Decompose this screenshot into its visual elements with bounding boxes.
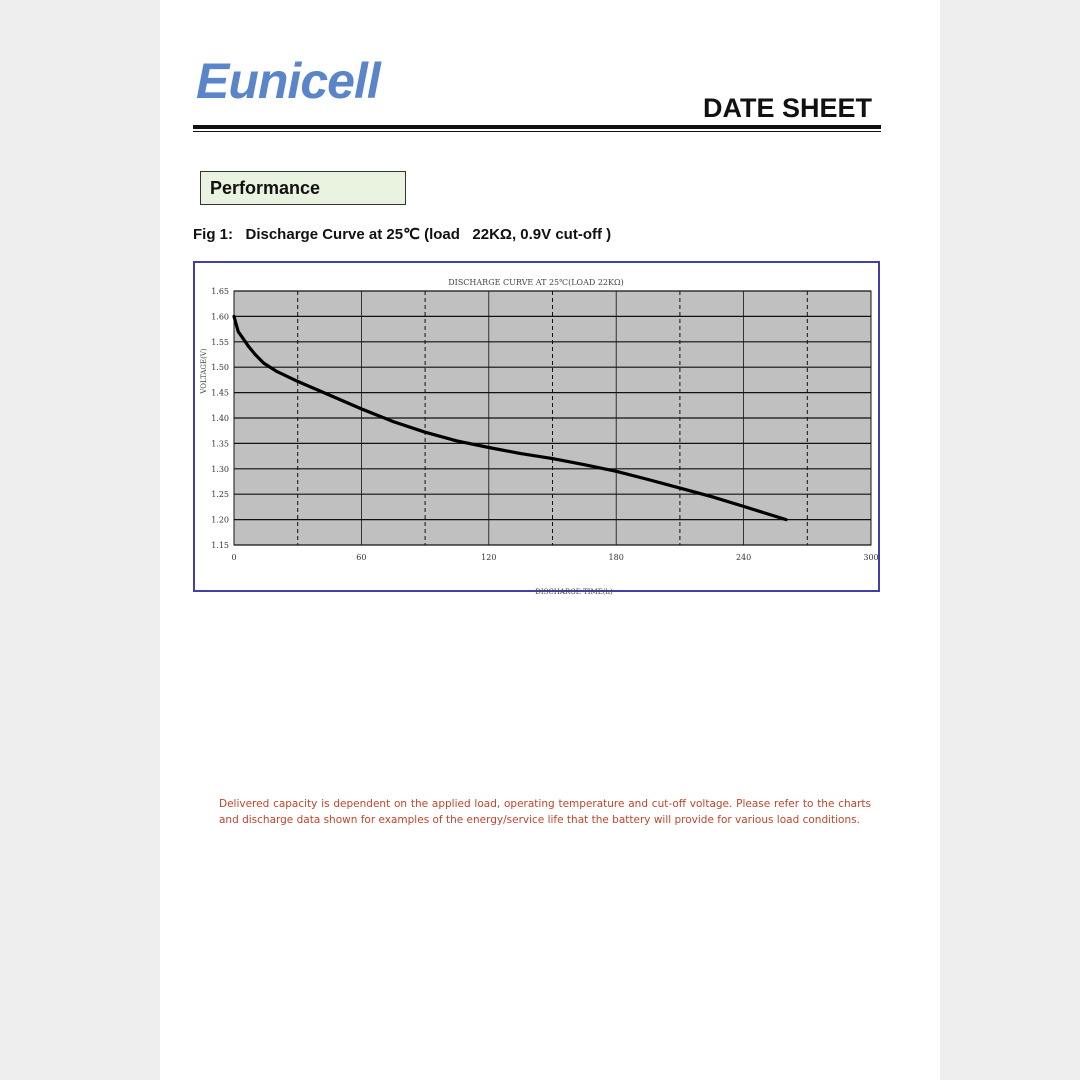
discharge-curve-point (329, 394, 331, 396)
discharge-curve-point (785, 519, 787, 521)
x-tick-label: 0 (231, 553, 237, 562)
discharge-curve-point (248, 346, 250, 348)
figure-caption: Fig 1: Discharge Curve at 25℃ (load 22KΩ, 0.9V cut-off ) (193, 226, 612, 243)
x-tick-label: 180 (608, 553, 624, 562)
discharge-curve-point (424, 431, 426, 433)
document-title: DATE SHEET (703, 93, 873, 123)
header-rule-thin (193, 131, 881, 132)
discharge-curve-point (764, 512, 766, 514)
discharge-curve-point (584, 464, 586, 466)
discharge-chart (195, 263, 879, 596)
discharge-curve-point (743, 506, 745, 508)
discharge-curve-point (233, 316, 235, 318)
discharge-curve-point (679, 487, 681, 489)
chart-title: DISCHARGE CURVE AT 25℃(LOAD 22KΩ) (448, 278, 624, 287)
y-tick-label: 1.30 (211, 464, 229, 474)
y-tick-label: 1.40 (211, 414, 229, 423)
discharge-curve-point (552, 458, 554, 460)
y-axis-label: VOLTAGE(V) (200, 348, 208, 394)
y-tick-label: 1.65 (211, 287, 229, 296)
x-tick-label: 120 (481, 553, 497, 562)
discharge-curve-point (456, 440, 458, 442)
y-tick-label: 1.35 (211, 439, 229, 449)
discharge-curve-point (520, 453, 522, 455)
x-axis-label: DISCHARGE TIME(h) (535, 588, 613, 596)
discharge-curve-point (254, 354, 256, 356)
discharge-curve-point (235, 323, 237, 325)
discharge-curve-point (263, 362, 265, 364)
eunicell-logo: Eunicell (196, 53, 380, 109)
y-tick-label: 1.55 (211, 337, 229, 347)
discharge-curve-point (276, 370, 278, 372)
discharge-curve-point (237, 331, 239, 333)
discharge-curve-point (615, 471, 617, 473)
discharge-curve-point (297, 381, 299, 383)
discharge-curve-point (242, 337, 244, 339)
discharge-curve-point (711, 496, 713, 498)
y-tick-label: 1.20 (211, 515, 229, 525)
discharge-curve-point (361, 408, 363, 410)
x-tick-label: 60 (356, 553, 367, 562)
y-tick-label: 1.60 (211, 312, 229, 322)
header-rule-thick (193, 125, 881, 129)
discharge-curve-point (488, 447, 490, 449)
discharge-curve-point (647, 479, 649, 481)
discharge-curve-point (392, 421, 394, 423)
y-tick-label: 1.50 (211, 363, 229, 373)
x-tick-label: 240 (735, 553, 752, 562)
chart-frame (193, 261, 880, 596)
section-heading: Performance (200, 171, 406, 205)
y-tick-label: 1.25 (211, 490, 229, 500)
x-tick-label: 300 (863, 553, 879, 562)
y-tick-label: 1.15 (211, 541, 229, 550)
capacity-note: Delivered capacity is dependent on the applied load, operating temperature and cut-off voltage. Please refer to the charts and discharge data shown for examples of the energy/service life that the battery will provide for various load conditions. (219, 798, 871, 826)
y-tick-label: 1.45 (211, 388, 229, 398)
